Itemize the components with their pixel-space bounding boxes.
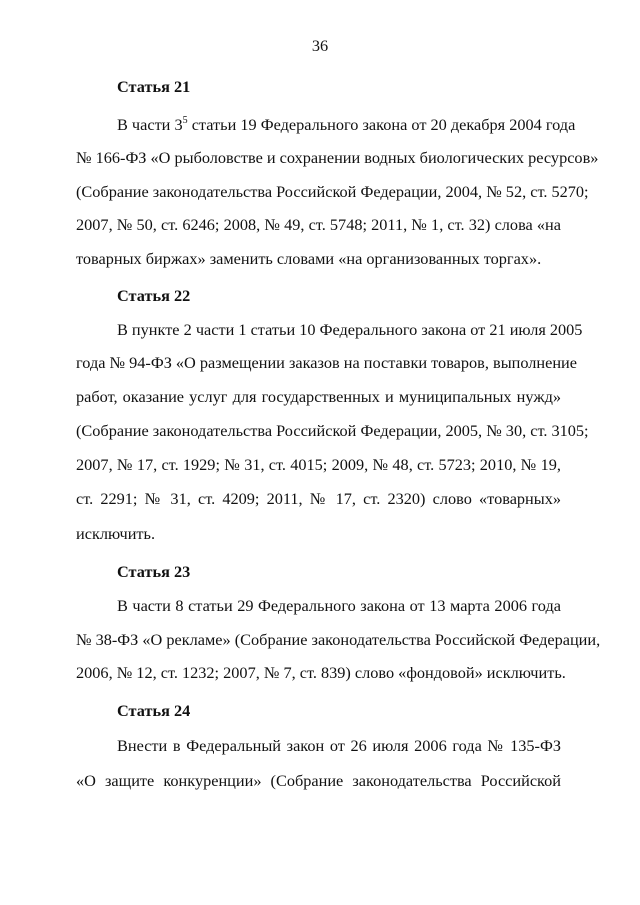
article-22-line-4: (Собрание законодательства Российской Федерации, 2005, № 30, ст. 3105;	[76, 421, 589, 440]
article-21-line-5: товарных биржах» заменить словами «на организованных торгах».	[76, 249, 542, 268]
article-21-line-4: 2007, № 50, ст. 6246; 2008, № 49, ст. 5748; 2011, № 1, ст. 32) слова «на	[76, 215, 561, 234]
article-22-line-3: работ, оказание услуг для государственных и муниципальных нужд»	[76, 387, 561, 406]
article-21-line-1-post: статьи 19 Федерального закона от 20 декабря 2004 года	[187, 115, 576, 134]
article-23-heading: Статья 23	[117, 562, 191, 581]
article-22-line-2: года № 94-ФЗ «О размещении заказов на поставки товаров, выполнение	[76, 353, 577, 372]
article-24-line-1: Внести в Федеральный закон от 26 июля 2006 года № 135-ФЗ	[117, 736, 561, 755]
article-21-line-2: № 166-ФЗ «О рыболовстве и сохранении водных биологических ресурсов»	[76, 148, 599, 167]
article-23-line-1: В части 8 статьи 29 Федерального закона от 13 марта 2006 года	[117, 596, 561, 615]
article-23-line-3: 2006, № 12, ст. 1232; 2007, № 7, ст. 839) слово «фондовой» исключить.	[76, 663, 566, 682]
article-22-line-6: ст. 2291; № 31, ст. 4209; 2011, № 17, ст. 2320) слово «товарных»	[76, 489, 561, 508]
article-21-line-3: (Собрание законодательства Российской Федерации, 2004, № 52, ст. 5270;	[76, 182, 589, 201]
superscript-5: 5	[182, 115, 188, 126]
article-24-heading: Статья 24	[117, 701, 191, 720]
article-22-line-1: В пункте 2 части 1 статьи 10 Федерального закона от 21 июля 2005	[117, 320, 583, 339]
article-21-line-1	[117, 115, 576, 135]
article-21-line-1-pre: В части 3	[117, 115, 183, 134]
article-22-line-7: исключить.	[76, 524, 156, 543]
article-21-heading: Статья 21	[117, 77, 191, 96]
article-22-line-5: 2007, № 17, ст. 1929; № 31, ст. 4015; 2009, № 48, ст. 5723; 2010, № 19,	[76, 455, 561, 474]
page-number: 36	[311, 36, 329, 55]
article-22-heading: Статья 22	[117, 286, 191, 305]
article-23-line-2: № 38-ФЗ «О рекламе» (Собрание законодательства Российской Федерации,	[76, 630, 601, 649]
article-24-line-2: «О защите конкуренции» (Собрание законодательства Российской	[76, 771, 561, 790]
